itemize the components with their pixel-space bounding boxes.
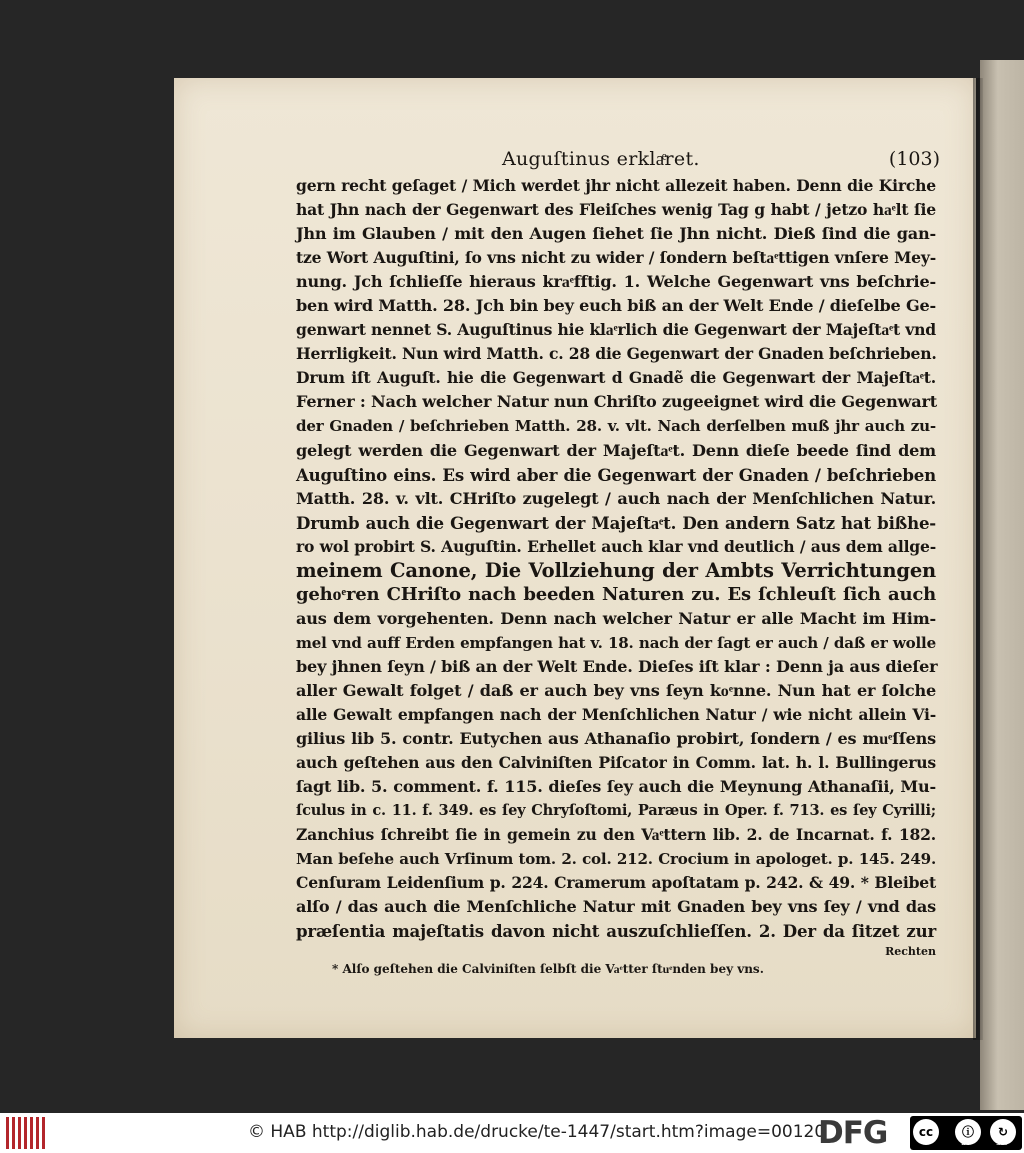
text-line: meinem Canone, Die Vollziehung der Ambts Verrichtungen: [296, 558, 936, 582]
text-line: mel vnd auff Erden empfangen hat v. 18. nach der ſagt er auch / daß er wolle: [296, 633, 936, 652]
text-line: ſagt lib. 5. comment. f. 115. dieſes ſey auch die Meynung Athanaſii, Mu-: [296, 777, 936, 797]
text-line: tze Wort Auguſtini, ſo vns nicht zu wider / ſondern beſtaͤttigen vnſere Mey-: [296, 248, 936, 268]
page-number: (103): [888, 148, 940, 170]
text-line: alſo / das auch die Menſchliche Natur mit Gnaden bey vns ſey / vnd das: [296, 897, 936, 917]
text-line: nung. Jch ſchlieſſe hieraus kraͤfftig. 1. Welche Gegenwart vns beſchrie-: [296, 272, 936, 292]
text-line: der Gnaden / beſchrieben Matth. 28. v. vlt. Nach derſelben muß jhr auch zu-: [296, 417, 936, 436]
text-line: gilius lib 5. contr. Eutychen aus Athanaſio probirt, ſondern / es muͤſſens: [296, 729, 936, 749]
text-line: Zanchius ſchreibt ſie in gemein zu den Vaͤttern lib. 2. de Incarnat. f. 182.: [296, 825, 936, 845]
cc-icon: cc: [913, 1119, 939, 1145]
text-line: Man beſehe auch Vrſinum tom. 2. col. 212. Crocium in apologet. p. 145. 249.: [296, 850, 936, 869]
body-lines: [296, 174, 936, 944]
hab-logo-icon[interactable]: [6, 1117, 46, 1149]
text-line: Drum iſt Auguſt. hie die Gegenwart d Gnadẽ die Gegenwart der Majeſtaͤt.: [296, 368, 936, 388]
text-line: gelegt werden die Gegenwart der Majeſtaͤt. Denn dieſe beede ſind dem: [296, 440, 936, 460]
text-line: Jhn im Glauben / mit den Augen ſiehet ſie Jhn nicht. Dieß ſind die gan-: [296, 224, 936, 244]
cc-license-badge[interactable]: [910, 1116, 1022, 1150]
text-line: genwart nennet S. Auguſtinus hie klaͤrlich die Gegenwart der Majeſtaͤt vnd: [296, 320, 936, 340]
text-line: alle Gewalt empfangen nach der Menſchlichen Natur / wie nicht allein Vi-: [296, 705, 936, 725]
sa-label: SA: [996, 1138, 1007, 1147]
credit-link[interactable]: © HAB http://diglib.hab.de/drucke/te-1447/start.htm?image=00120: [248, 1122, 826, 1142]
text-line: auch geſtehen aus den Calviniſten Piſcator in Comm. lat. h. l. Bullingerus: [296, 753, 936, 773]
text-line: bey jhnen ſeyn / biß an der Welt Ende. Dieſes iſt klar : Denn ja aus dieſer: [296, 656, 938, 676]
text-line: Herrligkeit. Nun wird Matth. c. 28 die Gegenwart der Gnaden beſchrieben.: [296, 344, 937, 364]
dfg-logo[interactable]: DFG: [818, 1115, 888, 1151]
running-header: [296, 146, 940, 174]
by-icon: ⓘ: [955, 1119, 981, 1145]
text-line: Ferner : Nach welcher Natur nun Chriſto zugeeignet wird die Gegenwart: [296, 392, 937, 412]
next-page-edge: [980, 60, 1024, 1110]
text-line: hat Jhn nach der Gegenwart des Fleiſches wenig Tag g habt / jetzo haͤlt ſie: [296, 200, 936, 220]
text-line: Cenſuram Leidenſium p. 224. Cramerum apoſtatam p. 242. & 49. * Bleibet: [296, 873, 936, 893]
text-line: aller Gewalt folget / daß er auch bey vns ſeyn koͤnne. Nun hat er ſolche: [296, 680, 936, 700]
text-line: gehoͤren CHriſto nach beeden Naturen zu. Es ſchleuſt ſich auch: [296, 583, 936, 605]
text-line: ben wird Matth. 28. Jch bin bey euch biß an der Welt Ende / dieſelbe Ge-: [296, 296, 937, 316]
text-line: Matth. 28. v. vlt. CHriſto zugelegt / auch nach der Menſchlichen Natur.: [296, 488, 936, 508]
text-line: Drumb auch die Gegenwart der Majeſtaͤt. Den andern Satz hat bißhe-: [296, 512, 936, 533]
page-gutter-shadow: [973, 78, 983, 1040]
header-title: Auguſtinus erklaͤret.: [502, 148, 700, 170]
sa-icon: ↻: [990, 1119, 1016, 1145]
footer-bar: [0, 1113, 1024, 1153]
by-label: BY: [961, 1138, 971, 1147]
text-line: præſentia majeſtatis davon nicht auszuſchlieſſen. 2. Der da ſitzet zur: [296, 921, 936, 942]
text-line: ro wol probirt S. Auguſtin. Erhellet auch klar vnd deutlich / aus dem allge-: [296, 536, 936, 556]
text-line: ſculus in c. 11. f. 349. es ſey Chryſoſtomi, Paræus in Oper. f. 713. es ſey Cyrilli;: [296, 802, 936, 820]
text-line: Auguſtino eins. Es wird aber die Gegenwart der Gnaden / beſchrieben: [296, 464, 936, 485]
text-line: gern recht geſaget / Mich werdet jhr nicht allezeit haben. Denn die Kirche: [296, 176, 936, 195]
book-page: [174, 78, 976, 1038]
page-text: [296, 146, 940, 960]
text-line: aus dem vorgehenten. Denn nach welcher Natur er alle Macht im Him-: [296, 608, 936, 628]
catchword: Rechten: [885, 944, 936, 958]
footnote: * Alſo geſtehen die Calviniſten ſelbſt die Vaͤtter ſtuͤnden bey vns.: [332, 962, 764, 976]
